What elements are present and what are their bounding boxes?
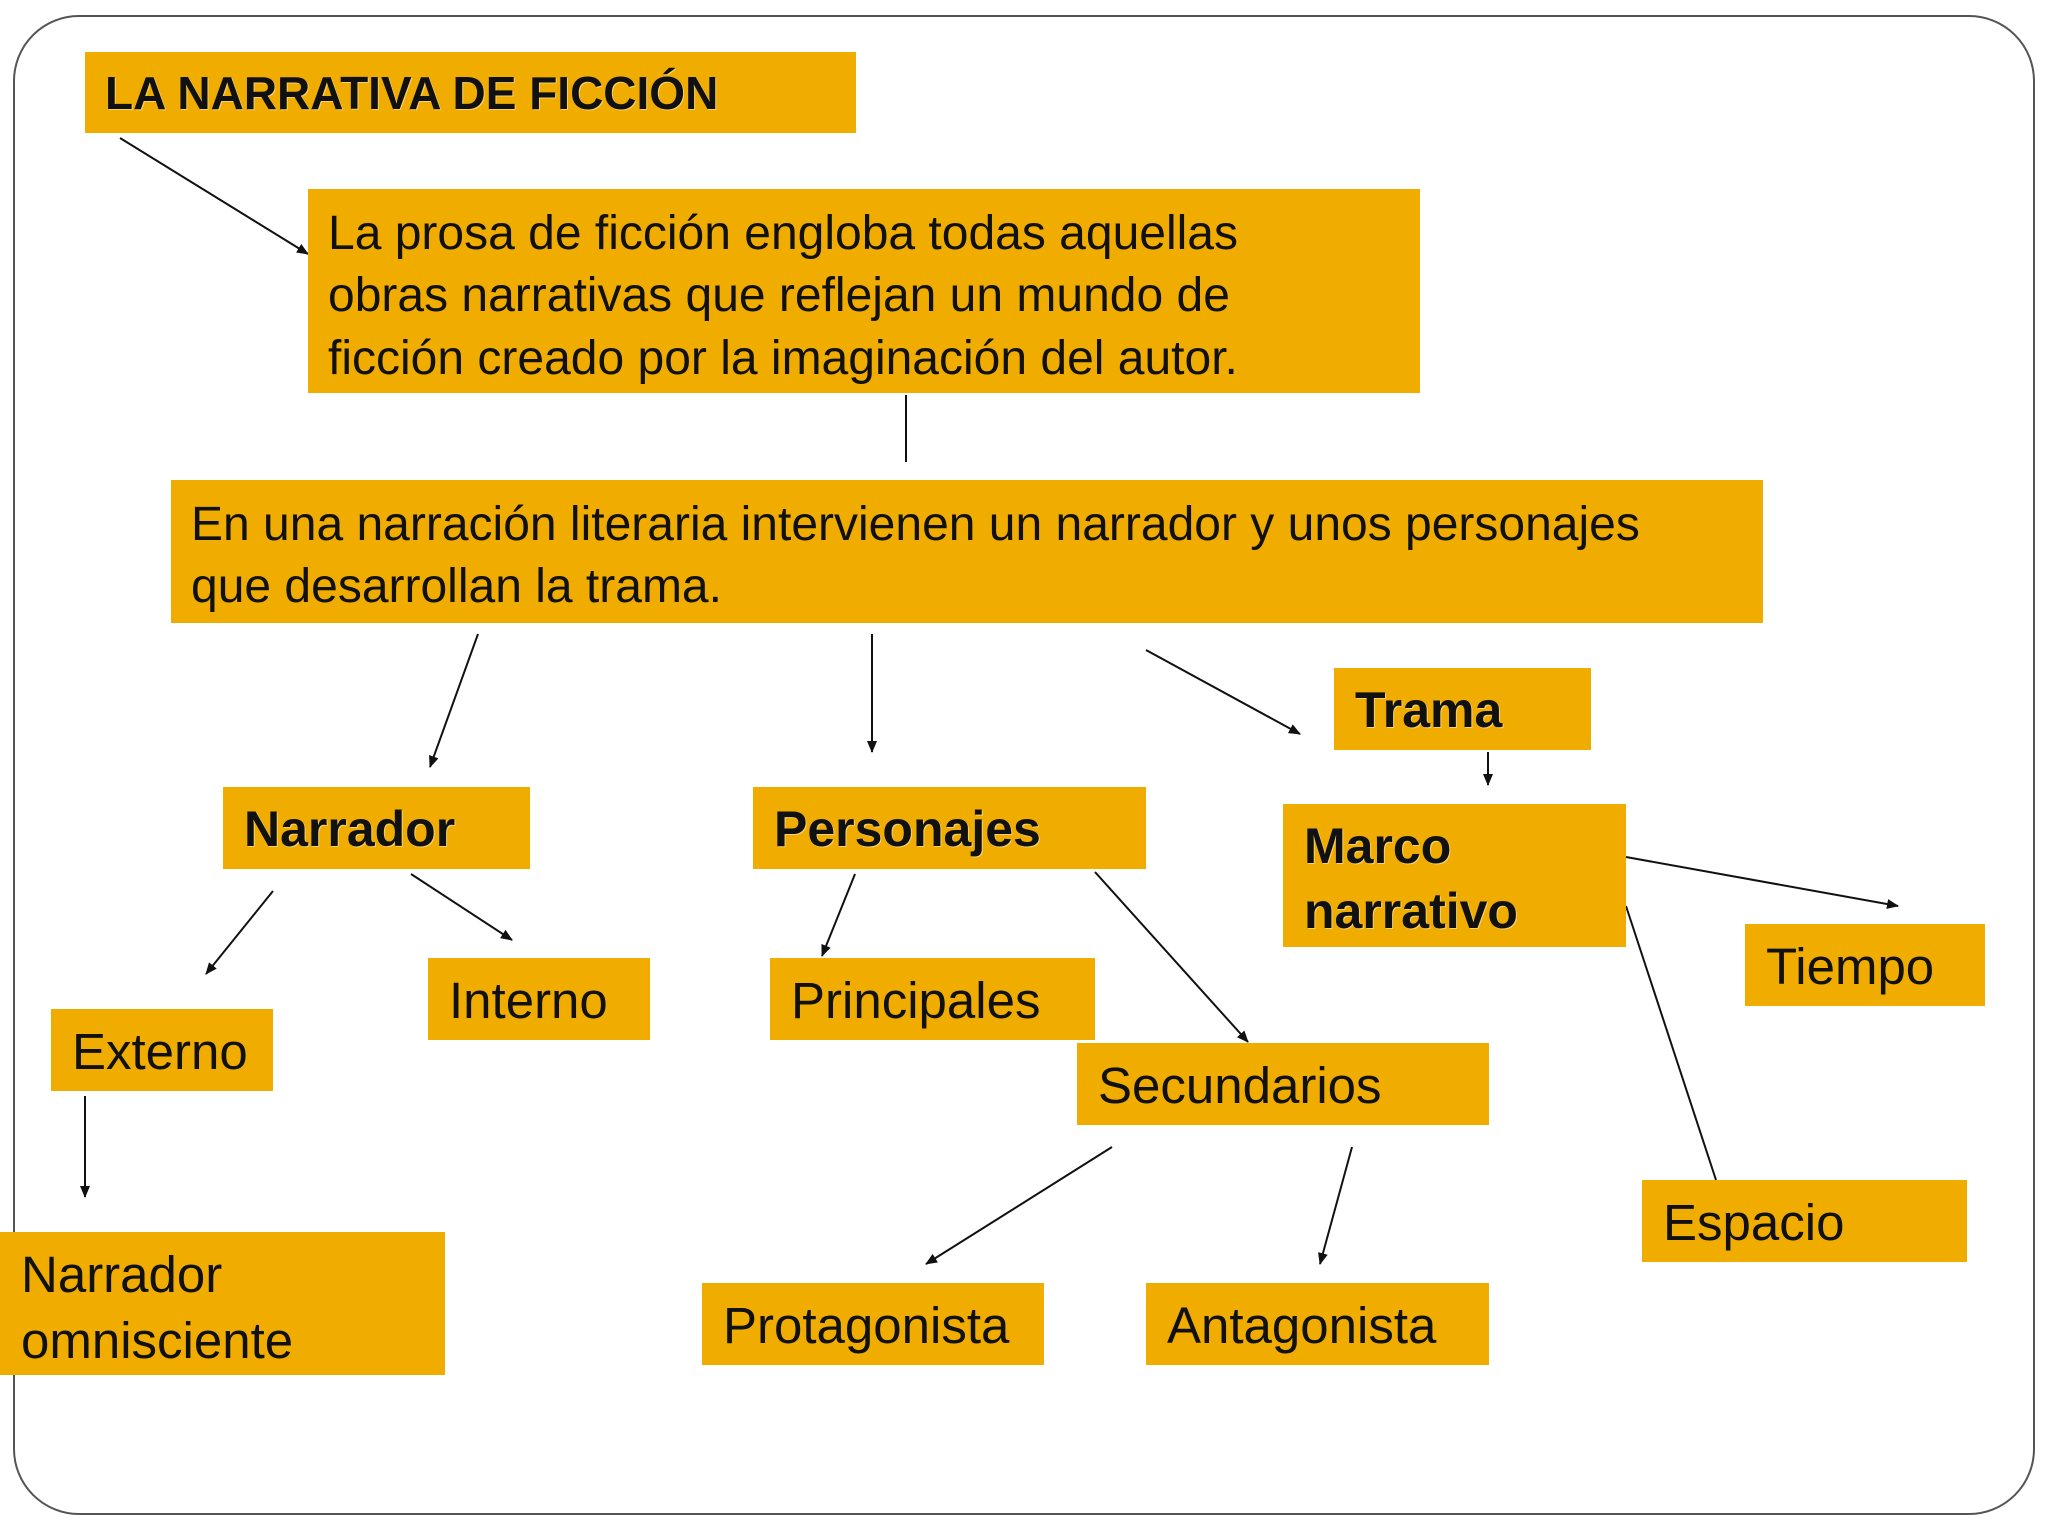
node-principales <box>770 958 1095 1040</box>
definition-box <box>308 189 1420 393</box>
node-secundarios-label: Secundarios <box>1098 1057 1382 1114</box>
node-omnisciente-label-line-1: Narrador <box>21 1246 223 1303</box>
node-antagonista <box>1146 1283 1489 1365</box>
page-title: LA NARRATIVA DE FICCIÓN <box>105 67 719 119</box>
arrow-title-to-definition <box>120 138 308 254</box>
node-trama-label: Trama <box>1355 682 1503 738</box>
node-secundarios <box>1077 1043 1489 1125</box>
node-espacio <box>1642 1180 1967 1262</box>
node-tiempo-label: Tiempo <box>1766 938 1935 995</box>
node-trama <box>1334 668 1591 750</box>
definition-line-1: La prosa de ficción engloba todas aquellas <box>328 207 1238 260</box>
node-narrador-label: Narrador <box>244 801 456 857</box>
node-principales-label: Principales <box>791 972 1041 1029</box>
node-protagonista <box>702 1283 1044 1365</box>
node-marco-narrativo <box>1283 804 1626 947</box>
node-interno <box>428 958 650 1040</box>
intro-line-1: En una narración literaria intervienen un narrador y unos personajes <box>191 498 1640 551</box>
arrow-narrador-to-interno <box>411 874 512 940</box>
arrow-narrador-to-externo <box>206 891 273 974</box>
title-box <box>85 52 856 133</box>
arrow-marco-to-tiempo <box>1626 857 1898 906</box>
node-antagonista-label: Antagonista <box>1167 1297 1437 1354</box>
intro-box <box>171 480 1763 623</box>
node-tiempo <box>1745 924 1985 1006</box>
arrow-intro-to-trama <box>1146 650 1300 734</box>
node-externo <box>51 1009 273 1091</box>
intro-line-2: que desarrollan la trama. <box>191 560 722 614</box>
definition-line-2: obras narrativas que reflejan un mundo de <box>328 269 1230 323</box>
line-marco-to-espacio <box>1626 906 1716 1180</box>
arrow-personajes-to-principales <box>822 874 855 956</box>
node-narrador <box>223 787 530 869</box>
node-narrador-omnisciente <box>0 1232 445 1375</box>
node-personajes-label: Personajes <box>774 801 1041 857</box>
node-marco-label-line-1: Marco <box>1304 818 1452 874</box>
node-interno-label: Interno <box>449 972 608 1029</box>
arrow-secundarios-to-protagonista <box>926 1147 1112 1264</box>
node-espacio-label: Espacio <box>1663 1194 1845 1251</box>
node-omnisciente-label-line-2: omnisciente <box>21 1312 294 1370</box>
arrow-secundarios-to-antagonista <box>1320 1147 1352 1264</box>
arrow-intro-to-narrador <box>430 634 478 767</box>
definition-line-3: ficción creado por la imaginación del autor. <box>328 331 1238 385</box>
node-marco-label-line-2: narrativo <box>1304 883 1518 939</box>
arrow-personajes-to-secundarios <box>1095 872 1248 1042</box>
node-protagonista-label: Protagonista <box>723 1297 1010 1354</box>
node-externo-label: Externo <box>72 1023 248 1080</box>
node-personajes <box>753 787 1146 869</box>
